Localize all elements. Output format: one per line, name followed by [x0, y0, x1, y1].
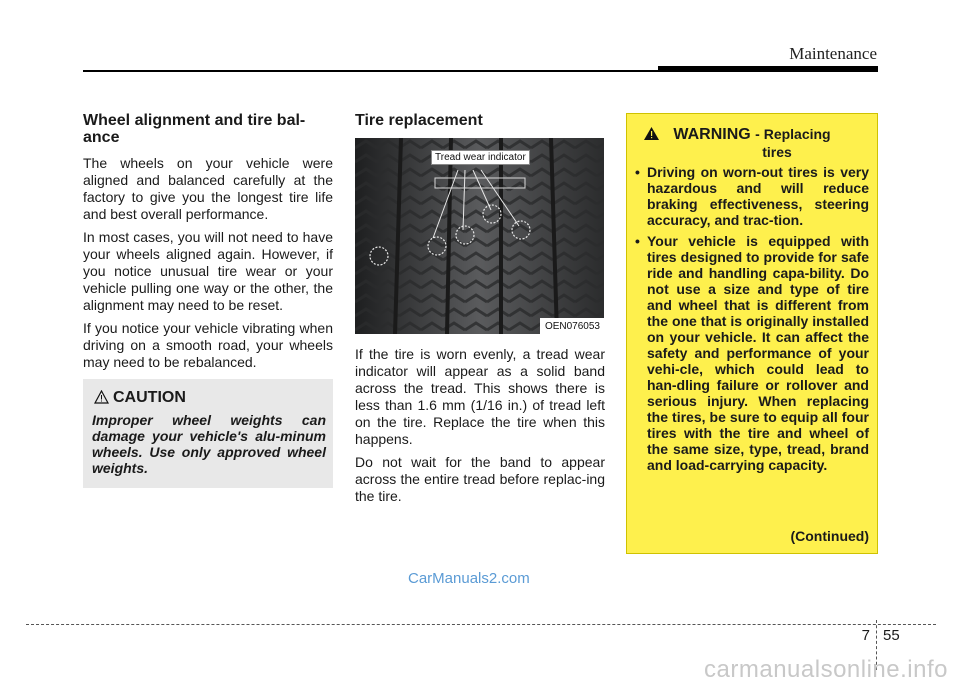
middle-column-text: [355, 346, 605, 511]
warning-title: WARNING: [673, 126, 751, 143]
paragraph: Do not wait for the band to appear across the entire tread before replac-ing the tire.: [355, 454, 605, 504]
image-code: OEN076053: [540, 318, 604, 334]
caution-box: [83, 379, 333, 488]
warning-box: [626, 113, 878, 554]
chapter-number: 7: [861, 627, 870, 644]
page-number: 55: [883, 627, 900, 644]
header-rule: [83, 70, 658, 72]
section-heading-tire-replacement: Tire replacement: [355, 112, 483, 129]
page-section-title: Maintenance: [789, 44, 877, 63]
left-column: [83, 112, 333, 377]
site-watermark: carmanualsonline.info: [704, 656, 948, 683]
warning-list: [635, 164, 869, 478]
paragraph: If you notice your vehicle vibrating when driving on a smooth road, your wheels may need to be rebalanced.: [83, 320, 333, 370]
watermark-link[interactable]: CarManuals2.com: [408, 570, 530, 587]
footer-rule: [26, 624, 936, 625]
section-heading-wheel-alignment: Wheel alignment and tire bal- ance: [83, 112, 306, 146]
caution-text: Improper wheel weights can damage your vehicle's alu-minum wheels. Use only approved wheel weights.: [92, 412, 326, 476]
paragraph: In most cases, you will not need to have your wheels aligned again. However, if you notice unusual tire wear or your vehicle pulling one way or the other, the alignment may need to be reset.: [83, 229, 333, 313]
middle-column: [355, 112, 605, 138]
paragraph: The wheels on your vehicle were aligned and balanced carefully at the factory to give you the longest tire life and best overall performance.: [83, 155, 333, 222]
warning-header: [627, 126, 877, 162]
caution-title: CAUTION: [113, 389, 186, 406]
paragraph: If the tire is worn evenly, a tread wear indicator will appear as a solid band across the tread. This shows there is less than 1.6 mm (1/16 in.) of tread left on the tire. Replace the tire when this happens.: [355, 346, 605, 447]
continued-label: (Continued): [790, 528, 869, 544]
warning-subtitle-line2: tires: [762, 144, 792, 160]
warning-item: • Your vehicle is equipped with tires designed to provide for safe ride and handling capa-bility. Do not use a size and type of tire and wheel that is different from the one that is originally installed on your vehicle. It can affect the safety and performance of your vehi-cle, which could lead to han-dling failure or rollover and serious injury. When replacing the tires, be sure to equip all four tires with the tire and wheel of the same size, type, tread, brand and load-carrying capacity.: [635, 233, 869, 473]
warning-subtitle: - Replacing: [755, 126, 831, 142]
tread-wear-indicator-label: Tread wear indicator: [431, 150, 530, 165]
tire-tread-illustration: [355, 138, 604, 334]
caution-triangle-icon: [94, 390, 109, 409]
tire-tread-image: [355, 138, 604, 334]
warning-item: • Driving on worn-out tires is very hazardous and will reduce braking effectiveness, steering accuracy, and trac-tion.: [635, 164, 869, 228]
header-rule-thick: [658, 66, 878, 72]
